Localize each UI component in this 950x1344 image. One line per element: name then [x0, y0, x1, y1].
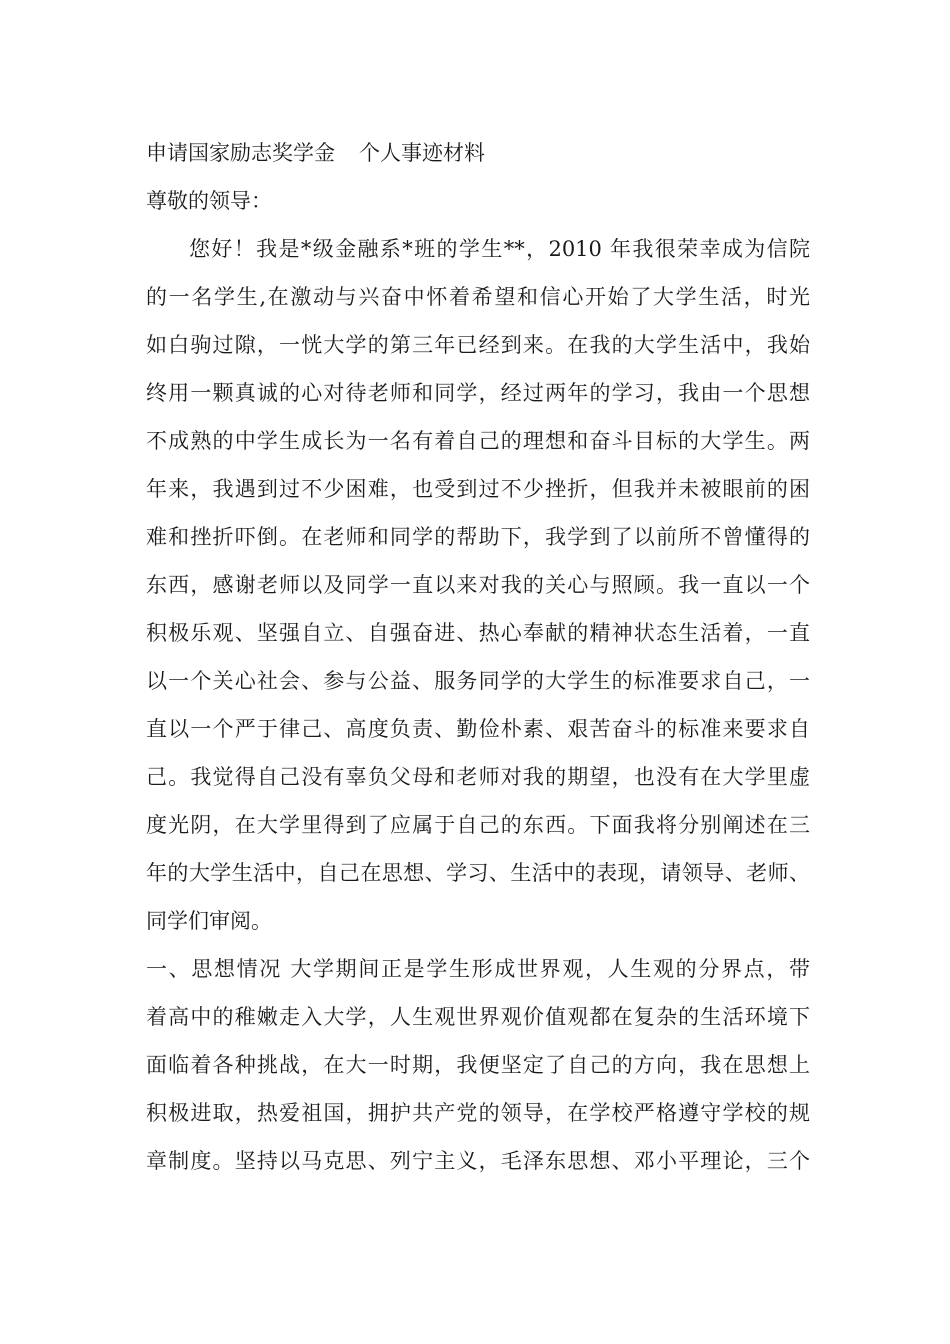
document-title: 申请国家励志奖学金: [146, 141, 335, 165]
paragraph-line: 终用一颗真诚的心对待老师和同学，经过两年的学习，我由一个思想: [146, 381, 810, 405]
salutation: 尊敬的领导：: [146, 189, 272, 213]
paragraph-line: 您好！我是*级金融系*班的学生**，2010 年我很荣幸成为信院: [189, 237, 810, 261]
paragraph-line: 的一名学生,在激动与兴奋中怀着希望和信心开始了大学生活，时光: [146, 285, 810, 309]
paragraph-intro: [146, 225, 810, 945]
document-body: [146, 129, 810, 1185]
paragraph-line: 年的大学生活中，自己在思想、学习、生活中的表现，请领导、老师、: [146, 861, 810, 885]
paragraph-line: 不成熟的中学生成长为一名有着自己的理想和奋斗目标的大学生。两: [146, 429, 810, 453]
paragraph-line: 积极乐观、坚强自立、自强奋进、热心奉献的精神状态生活着，一直: [146, 621, 810, 645]
paragraph-line: 着高中的稚嫩走入大学，人生观世界观价值观都在复杂的生活环境下: [146, 1005, 810, 1029]
paragraph-line: 章制度。坚持以马克思、列宁主义，毛泽东思想、邓小平理论，三个: [146, 1149, 810, 1173]
paragraph-line: 己。我觉得自己没有辜负父母和老师对我的期望，也没有在大学里虚: [146, 765, 810, 789]
paragraph-line: 直以一个严于律己、高度负责、勤俭朴素、艰苦奋斗的标准来要求自: [146, 717, 810, 741]
paragraph-line: 积极进取，热爱祖国，拥护共产党的领导，在学校严格遵守学校的规: [146, 1101, 810, 1125]
document-subtitle: 个人事迹材料: [359, 141, 485, 165]
paragraph-line: 一、思想情况 大学期间正是学生形成世界观，人生观的分界点，带: [146, 957, 810, 981]
paragraph-line: 如白驹过隙，一恍大学的第三年已经到来。在我的大学生活中，我始: [146, 333, 810, 357]
paragraph-line: 以一个关心社会、参与公益、服务同学的大学生的标准要求自己，一: [146, 669, 810, 693]
paragraph-line: 面临着各种挑战，在大一时期，我便坚定了自己的方向，我在思想上: [146, 1053, 810, 1077]
document-title-line: [146, 129, 810, 177]
paragraph-line: 东西，感谢老师以及同学一直以来对我的关心与照顾。我一直以一个: [146, 573, 810, 597]
paragraph-line: 同学们审阅。: [146, 909, 272, 933]
paragraph-line: 度光阴，在大学里得到了应属于自己的东西。下面我将分别阐述在三: [146, 813, 810, 837]
paragraph-line: 年来，我遇到过不少困难，也受到过不少挫折，但我并未被眼前的困: [146, 477, 810, 501]
paragraph-thought: [146, 945, 810, 1185]
paragraph-line: 难和挫折吓倒。在老师和同学的帮助下，我学到了以前所不曾懂得的: [146, 525, 810, 549]
